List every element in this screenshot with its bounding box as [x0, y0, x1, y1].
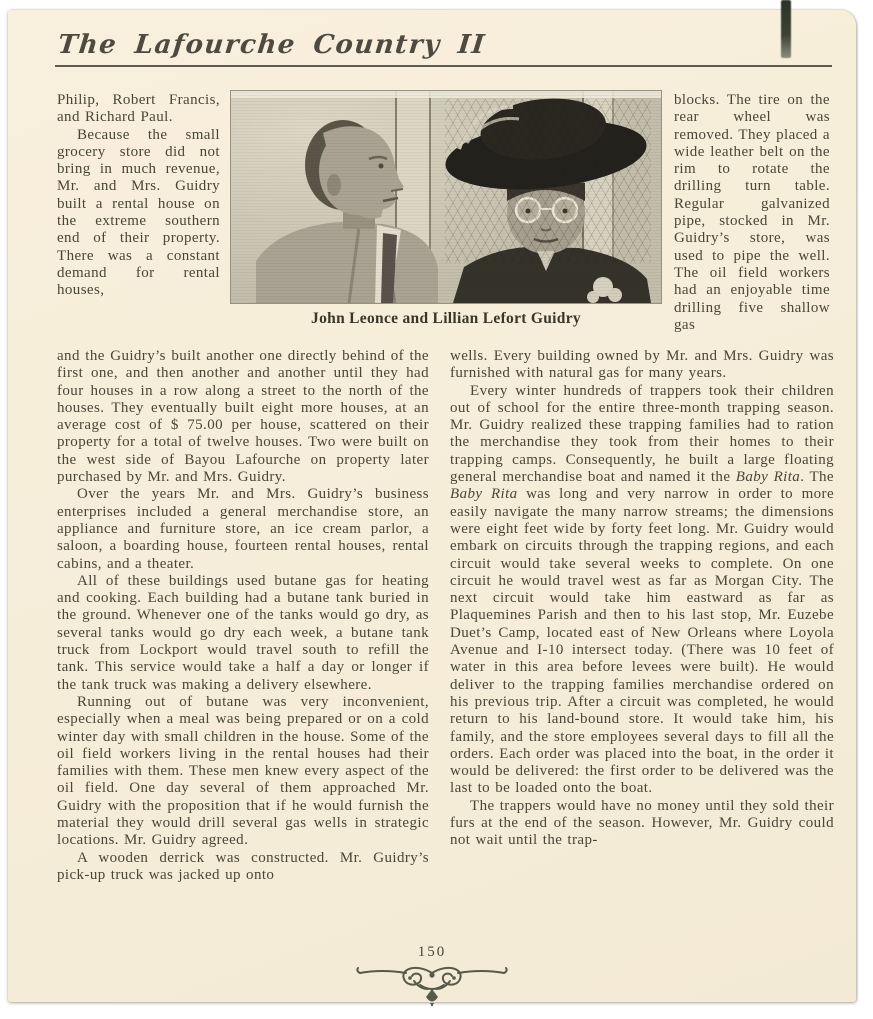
paragraph: blocks. The tire on the rear wheel was removed. They placed a wide leather belt on the rim to rotate the drilling turn table. Regular galvanized pipe, stocked in Mr. Guidry’s store, was used to pipe the well. The oil field workers had an enjoyable time drilling five shallow gas	[674, 92, 830, 333]
top-section	[57, 82, 834, 352]
photo-illustration	[231, 91, 661, 303]
paragraph: Over the years Mr. and Mrs. Guidry’s business enterprises included a general merchandise store, an appliance and furniture store, an ice cream parlor, a saloon, a boarding house, fourteen rental houses, rental cabins, and a theater.	[57, 486, 429, 572]
page-number: 150	[417, 944, 447, 960]
paragraph: Running out of butane was very inconvenient, especially when a meal was being prepared or on a cold winter day with small children in the house. Some of the oil field workers living in the rental houses had their families with them. These men knew every aspect of the oil field. One day several of them approached Mr. Guidry with the proposition that if he would furnish the material they would drill several gas wells in strategic locations. Mr. Guidry agreed.	[57, 693, 429, 849]
photo-block	[230, 90, 662, 328]
paragraph: A wooden derrick was constructed. Mr. Guidry’s pick-up truck was jacked up onto	[57, 849, 429, 883]
fleuron-ornament	[354, 961, 510, 1007]
top-right-column	[674, 92, 830, 350]
paragraph: and the Guidry’s built another one directly behind of the first one, and then another and another until they had four houses in a row along a street to the north of the houses. They eventually built eight more houses, at an average cost of $ 75.00 per house, scattered on their property for a total of twelve houses. Two were built on the west side of Bayou Lafourche on property later purchased by Mr. and Mrs. Guidry.	[57, 348, 429, 486]
woman-figure	[440, 91, 651, 303]
photo-caption: John Leonce and Lillian Lefort Guidry	[311, 310, 581, 327]
paragraph: All of these buildings used butane gas for heating and cooking. Each building had a butane tank buried in the ground. Whenever one of the tanks would go dry, as several tanks would go dry each week, a butane tank truck from Lockport would travel south to refill the tank. This service would take a half a day or longer if the tank truck was making a delivery elsewhere.	[57, 572, 429, 693]
bottom-right-column	[450, 348, 834, 948]
paragraph: Philip, Robert Francis, and Richard Paul.	[57, 92, 220, 126]
book-page	[8, 10, 856, 1002]
body-columns	[57, 348, 834, 948]
scan-artifact-mark	[781, 0, 791, 58]
paragraph: Every winter hundreds of trappers took their children out of school for the entire three-month trapping season. Mr. Guidry realized these trapping families had to ration the merchandise they took from their homes to their trapping camps. Consequently, he built a large floating general merchandise boat and named it the Baby Rita. The Baby Rita was long and very narrow in order to more easily navigate the many narrow streams; the dimensions were eight feet wide by forty feet long. Mr. Guidry would embark on circuits through the trapping regions, and each circuit would take several weeks to complete. On one circuit he would travel west as far as Morgan City. The next circuit would take him eastward as far as Plaquemines Parish and then to his last stop, Mr. Euzebe Duet’s Camp, located east of New Orleans where Loyola Avenue and I-10 intersect today. (There was 10 feet of water in this area before levees were built). He would deliver to the trapping families merchandise ordered on his previous trip. After a circuit was completed, he would return to his land-bound store. It would take him, his family, and the store employees several days to fill all the orders. Each order was placed into the boat, in the order it would be delivered: the first order to be delivered was the last to be loaded onto the boat.	[450, 382, 834, 797]
header-rule	[55, 65, 832, 67]
top-left-column	[57, 92, 220, 350]
paragraph: wells. Every building owned by Mr. and Mrs. Guidry was furnished with natural gas for many years.	[450, 348, 834, 382]
paragraph: The trappers would have no money until they sold their furs at the end of the season. However, Mr. Guidry could not wait until the trap-	[450, 797, 834, 849]
photo-john-lillian-guidry	[230, 90, 662, 304]
paragraph: Because the small grocery store did not bring in much revenue, Mr. and Mrs. Guidry built a rental house on the extreme southern end of their property. There was a constant demand for rental houses,	[57, 126, 220, 299]
page-header-title: The Lafourche Country II	[56, 30, 488, 60]
bottom-left-column	[57, 348, 429, 948]
page-footer	[8, 944, 856, 1007]
